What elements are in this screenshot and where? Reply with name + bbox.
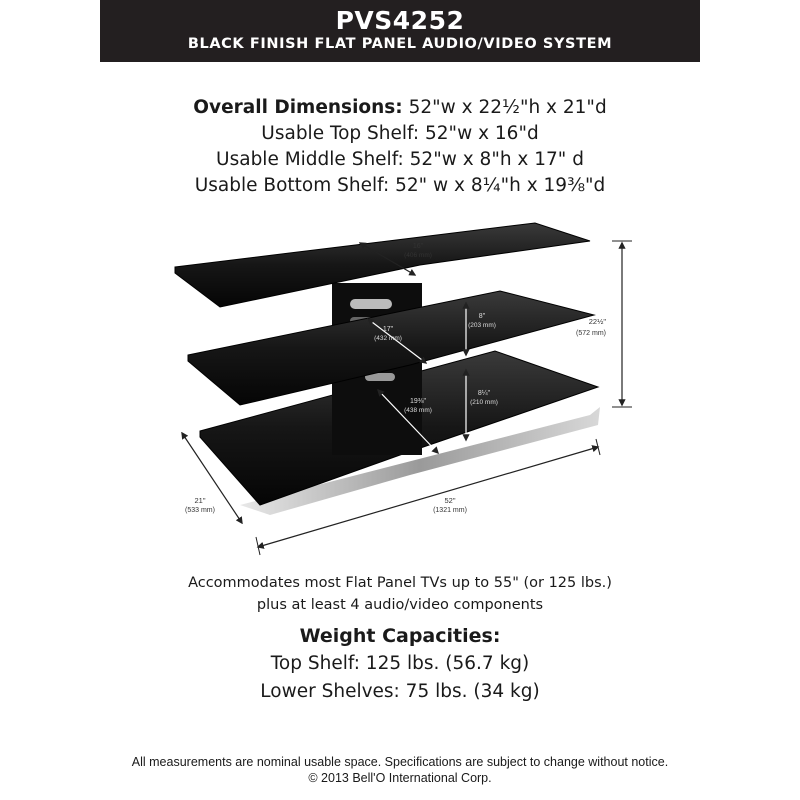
bottom-shelf-dimensions: Usable Bottom Shelf: 52" w x 8¼"h x 19⅜"d bbox=[194, 175, 606, 196]
lower-shelves-weight: Lower Shelves: 75 lbs. (34 kg) bbox=[260, 681, 540, 702]
bottom-height-mm-label: (210 mm) bbox=[470, 399, 498, 406]
overall-dimensions bbox=[0, 95, 800, 121]
overall-width-label: 52" bbox=[444, 496, 456, 505]
weight-capacities-block bbox=[0, 622, 800, 706]
overall-height-label: 22½" bbox=[588, 317, 606, 326]
dimensions-block bbox=[0, 95, 800, 199]
copyright-text: © 2013 Bell'O International Corp. bbox=[308, 771, 492, 785]
model-number: PVS4252 bbox=[335, 6, 465, 35]
top-shelf-weight: Top Shelf: 125 lbs. (56.7 kg) bbox=[270, 653, 530, 674]
weight-capacities-title: Weight Capacities: bbox=[299, 625, 501, 647]
overall-dimensions-value: 52"w x 22½"h x 21"d bbox=[402, 97, 607, 118]
overall-depth-mm-label: (533 mm) bbox=[185, 507, 215, 514]
bottom-depth-mm-label: (438 mm) bbox=[404, 407, 432, 414]
overall-dimensions-label: Overall Dimensions: bbox=[193, 97, 403, 118]
overall-height-mm-label: (572 mm) bbox=[576, 330, 606, 337]
overall-width-mm-label: (1321 mm) bbox=[433, 507, 467, 514]
middle-shelf-dimensions: Usable Middle Shelf: 52"w x 8"h x 17" d bbox=[216, 149, 584, 170]
disclaimer-text: All measurements are nominal usable space. Specifications are subject to change without notice. bbox=[131, 755, 669, 769]
footer bbox=[0, 754, 800, 786]
middle-depth-label: 17" bbox=[382, 326, 394, 333]
top-depth-label: 16" bbox=[412, 243, 424, 250]
accommodates-line-1: Accommodates most Flat Panel TVs up to 55" (or 125 lbs.) bbox=[188, 575, 612, 591]
top-depth-mm-label: (406 mm) bbox=[404, 252, 432, 259]
tv-stand-drawing bbox=[160, 215, 650, 560]
top-shelf-dimensions: Usable Top Shelf: 52"w x 16"d bbox=[261, 123, 539, 144]
accommodates-line-2: plus at least 4 audio/video components bbox=[256, 597, 544, 613]
bottom-depth-label: 19⅜" bbox=[409, 398, 427, 405]
bottom-height-label: 8¼" bbox=[477, 390, 491, 397]
overall-depth-label: 21" bbox=[194, 496, 206, 505]
product-subtitle: BLACK FINISH FLAT PANEL AUDIO/VIDEO SYSTEM bbox=[187, 36, 613, 52]
header-banner bbox=[100, 0, 700, 62]
middle-height-mm-label: (203 mm) bbox=[468, 322, 496, 329]
accommodates-block bbox=[0, 572, 800, 616]
middle-height-label: 8" bbox=[478, 313, 486, 320]
middle-depth-mm-label: (432 mm) bbox=[374, 335, 402, 342]
